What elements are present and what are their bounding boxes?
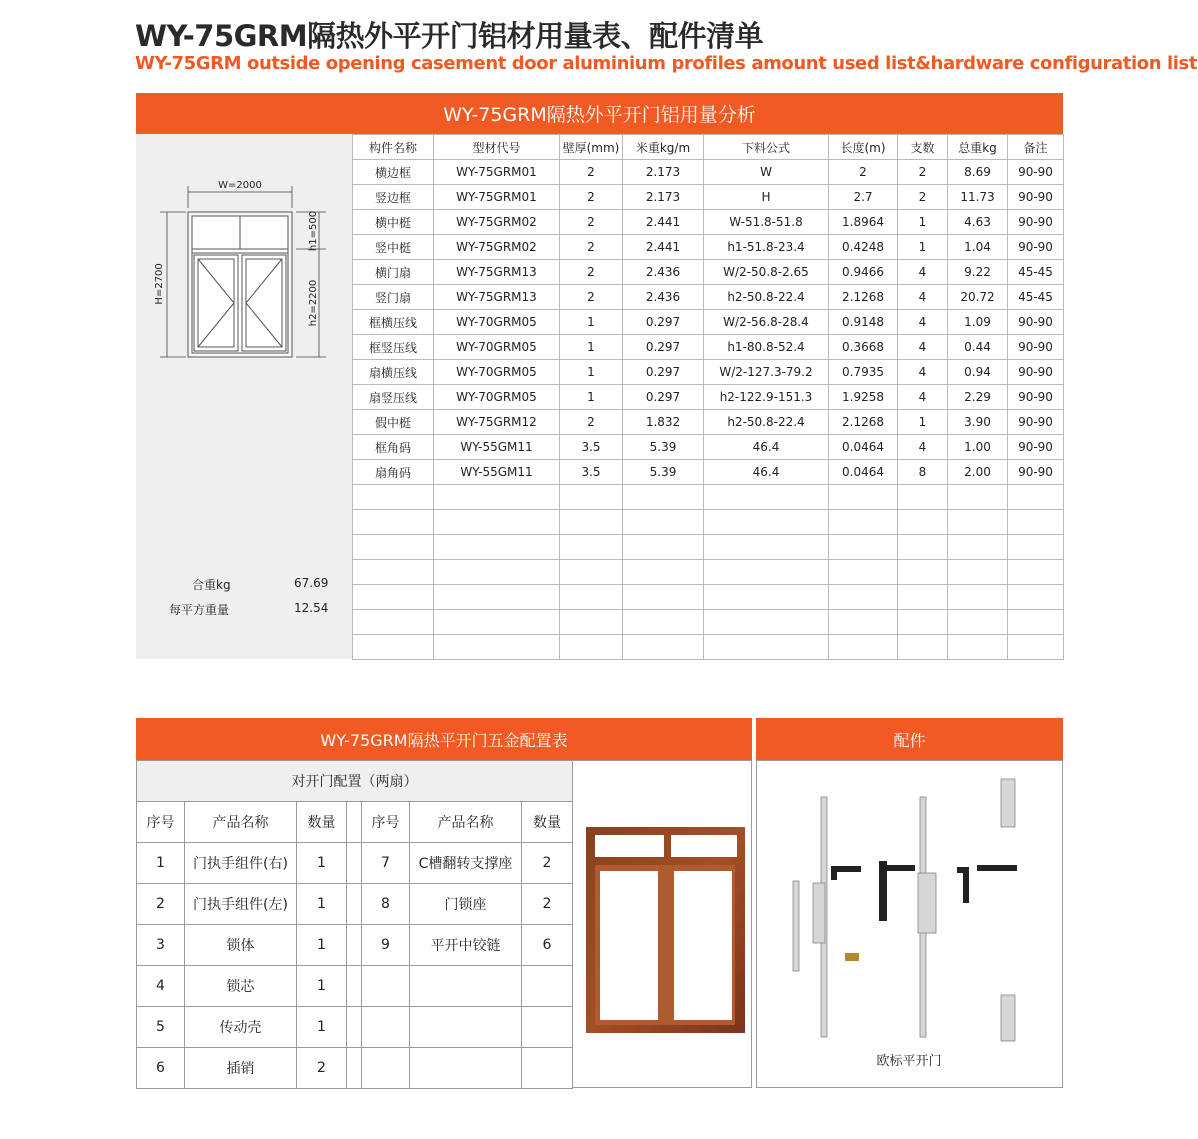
table-cell: 90-90 — [1008, 385, 1064, 410]
table-cell: 0.0464 — [829, 460, 898, 485]
table-cell — [353, 610, 434, 635]
accessories-title: 配件 — [893, 730, 926, 750]
hardware-column-header: 数量 — [522, 802, 573, 843]
table-cell — [704, 560, 829, 585]
table-row — [353, 360, 1064, 385]
hardware-cell — [522, 1048, 573, 1089]
table-cell: 90-90 — [1008, 185, 1064, 210]
table-cell: 竖边框 — [353, 185, 434, 210]
table-cell — [434, 535, 560, 560]
table-cell: h1-80.8-52.4 — [704, 335, 829, 360]
table-cell: h2-122.9-151.3 — [704, 385, 829, 410]
table-cell: WY-70GRM05 — [434, 360, 560, 385]
table-cell — [829, 560, 898, 585]
hardware-cell: 门锁座 — [410, 884, 522, 925]
table-row — [353, 510, 1064, 535]
table-cell: 90-90 — [1008, 235, 1064, 260]
table-cell — [434, 585, 560, 610]
column-header: 壁厚(mm) — [560, 135, 623, 160]
dim-height-label: H=2700 — [154, 263, 165, 305]
table-cell: 4 — [898, 335, 948, 360]
table-cell: 46.4 — [704, 460, 829, 485]
table-cell — [898, 485, 948, 510]
table-cell — [829, 610, 898, 635]
table-cell: H — [704, 185, 829, 210]
table-cell: 1 — [560, 310, 623, 335]
table-cell: 2.29 — [948, 385, 1008, 410]
table-cell: 45-45 — [1008, 260, 1064, 285]
hardware-cell: 门执手组件(左) — [185, 884, 297, 925]
table-cell — [948, 535, 1008, 560]
hardware-row — [137, 1048, 573, 1089]
table-row — [353, 435, 1064, 460]
table-cell: 2.00 — [948, 460, 1008, 485]
table-cell: 2.173 — [623, 160, 704, 185]
hardware-cell: 3 — [137, 925, 185, 966]
table-cell: 0.7935 — [829, 360, 898, 385]
table-cell — [898, 610, 948, 635]
table-cell: 0.9148 — [829, 310, 898, 335]
table-cell: 1.832 — [623, 410, 704, 435]
hardware-config-table — [136, 760, 573, 1089]
table-row — [353, 310, 1064, 335]
table-cell: 90-90 — [1008, 435, 1064, 460]
table-cell: W — [704, 160, 829, 185]
table-row — [353, 610, 1064, 635]
table-cell: 1.09 — [948, 310, 1008, 335]
table-cell: 3.5 — [560, 435, 623, 460]
hardware-cell — [522, 966, 573, 1007]
table-cell: 2 — [829, 160, 898, 185]
total-weight-value: 67.69 — [294, 576, 329, 590]
table-cell: 20.72 — [948, 285, 1008, 310]
table-cell — [1008, 535, 1064, 560]
table-cell: 3.5 — [560, 460, 623, 485]
table-row — [353, 560, 1064, 585]
table-cell: 2.441 — [623, 235, 704, 260]
table-cell: 扇角码 — [353, 460, 434, 485]
hardware-column-header: 数量 — [297, 802, 347, 843]
table-cell — [560, 510, 623, 535]
table-cell — [1008, 610, 1064, 635]
hardware-cell: 6 — [137, 1048, 185, 1089]
table-cell: 1.04 — [948, 235, 1008, 260]
table-cell: 2.436 — [623, 260, 704, 285]
door-product-image — [572, 760, 752, 1088]
dim-h2-label: h2=2200 — [308, 279, 319, 327]
table-cell — [353, 510, 434, 535]
table-cell — [623, 510, 704, 535]
table-cell — [1008, 585, 1064, 610]
door-diagram-panel — [136, 134, 352, 659]
table-cell — [829, 585, 898, 610]
table-cell — [704, 535, 829, 560]
table-cell: 4 — [898, 360, 948, 385]
spacer-cell — [347, 802, 362, 843]
table-cell — [898, 535, 948, 560]
analysis-title: WY-75GRM隔热外平开门铝用量分析 — [443, 104, 756, 126]
table-cell: 2 — [898, 185, 948, 210]
door-lock-hardware-icon — [757, 761, 1062, 1069]
hardware-title: WY-75GRM隔热平开门五金配置表 — [320, 730, 568, 750]
table-cell: 2 — [898, 160, 948, 185]
spacer-cell — [347, 925, 362, 966]
table-cell — [434, 610, 560, 635]
table-cell: 4 — [898, 310, 948, 335]
table-cell: WY-70GRM05 — [434, 385, 560, 410]
table-cell: 3.90 — [948, 410, 1008, 435]
column-header: 构件名称 — [353, 135, 434, 160]
hardware-row — [137, 966, 573, 1007]
profile-usage-table — [352, 134, 1064, 660]
column-header: 总重kg — [948, 135, 1008, 160]
table-cell: 0.3668 — [829, 335, 898, 360]
table-cell: 框横压线 — [353, 310, 434, 335]
table-cell — [948, 560, 1008, 585]
table-row — [353, 285, 1064, 310]
table-cell: 0.4248 — [829, 235, 898, 260]
table-cell: WY-55GM11 — [434, 460, 560, 485]
hardware-cell: 1 — [297, 925, 347, 966]
hardware-cell: 平开中铰链 — [410, 925, 522, 966]
table-cell: 假中梃 — [353, 410, 434, 435]
table-cell — [704, 510, 829, 535]
spacer-cell — [347, 966, 362, 1007]
hardware-cell: 6 — [522, 925, 573, 966]
table-cell: 0.9466 — [829, 260, 898, 285]
table-cell — [623, 560, 704, 585]
table-cell: h2-50.8-22.4 — [704, 285, 829, 310]
table-cell: 0.297 — [623, 385, 704, 410]
table-cell — [1008, 560, 1064, 585]
table-cell — [434, 635, 560, 660]
table-row — [353, 235, 1064, 260]
table-cell: 4 — [898, 435, 948, 460]
table-cell: 0.297 — [623, 310, 704, 335]
table-cell: 2 — [560, 185, 623, 210]
door-frame-diagram — [136, 174, 352, 414]
table-cell: 9.22 — [948, 260, 1008, 285]
table-row — [353, 185, 1064, 210]
table-cell: 1 — [560, 385, 623, 410]
analysis-banner — [136, 93, 1063, 134]
table-cell — [353, 635, 434, 660]
spacer-cell — [347, 1007, 362, 1048]
config-title: 对开门配置（两扇） — [137, 761, 573, 802]
hardware-cell — [410, 1048, 522, 1089]
table-cell: 45-45 — [1008, 285, 1064, 310]
table-cell — [898, 585, 948, 610]
table-row — [353, 260, 1064, 285]
table-cell: WY-75GRM13 — [434, 260, 560, 285]
table-cell: 8 — [898, 460, 948, 485]
hardware-cell — [410, 966, 522, 1007]
hardware-cell: 1 — [297, 884, 347, 925]
table-cell — [353, 585, 434, 610]
table-cell: 0.0464 — [829, 435, 898, 460]
table-row — [353, 160, 1064, 185]
column-header: 型材代号 — [434, 135, 560, 160]
table-cell: 2 — [560, 160, 623, 185]
page-subtitle: WY-75GRM outside opening casement door aluminium profiles amount used list&hardware configuration list — [135, 53, 1198, 74]
hardware-cell: 2 — [522, 843, 573, 884]
table-cell: 2.1268 — [829, 285, 898, 310]
table-cell: 2.7 — [829, 185, 898, 210]
table-cell — [948, 610, 1008, 635]
table-cell: WY-70GRM05 — [434, 335, 560, 360]
hardware-cell: 2 — [297, 1048, 347, 1089]
table-cell: 0.94 — [948, 360, 1008, 385]
page-title: WY-75GRM隔热外平开门铝材用量表、配件清单 — [135, 19, 764, 53]
dim-width-label: W=2000 — [218, 180, 262, 191]
column-header: 支数 — [898, 135, 948, 160]
spacer-cell — [347, 1048, 362, 1089]
table-row — [353, 410, 1064, 435]
hardware-cell — [362, 1048, 410, 1089]
table-row — [353, 585, 1064, 610]
table-cell: 横中梃 — [353, 210, 434, 235]
table-cell: 1 — [898, 210, 948, 235]
table-cell — [353, 535, 434, 560]
per-sqm-value: 12.54 — [294, 601, 329, 615]
column-header: 米重kg/m — [623, 135, 704, 160]
table-cell: 2 — [560, 210, 623, 235]
hardware-row — [137, 843, 573, 884]
table-cell — [434, 485, 560, 510]
table-cell — [434, 560, 560, 585]
table-cell — [560, 585, 623, 610]
table-cell: 1.9258 — [829, 385, 898, 410]
column-header: 长度(m) — [829, 135, 898, 160]
total-weight-label: 合重kg — [192, 578, 231, 592]
table-cell — [829, 510, 898, 535]
table-cell: WY-55GM11 — [434, 435, 560, 460]
table-cell: 5.39 — [623, 435, 704, 460]
hardware-banner — [136, 718, 752, 760]
hardware-cell: C槽翻转支撑座 — [410, 843, 522, 884]
table-cell — [434, 510, 560, 535]
table-cell: h1-51.8-23.4 — [704, 235, 829, 260]
hardware-header-row — [137, 802, 573, 843]
hardware-cell: 1 — [297, 843, 347, 884]
table-cell: 1 — [560, 360, 623, 385]
table-row — [353, 460, 1064, 485]
table-cell — [560, 535, 623, 560]
hardware-cell: 1 — [297, 1007, 347, 1048]
accessories-image — [756, 760, 1063, 1088]
hardware-cell: 锁芯 — [185, 966, 297, 1007]
hardware-cell — [522, 1007, 573, 1048]
table-cell: 扇竖压线 — [353, 385, 434, 410]
table-cell — [704, 635, 829, 660]
table-cell — [1008, 510, 1064, 535]
table-cell: 4 — [898, 260, 948, 285]
table-cell — [1008, 635, 1064, 660]
table-cell: WY-75GRM01 — [434, 185, 560, 210]
hardware-row — [137, 884, 573, 925]
table-cell — [704, 610, 829, 635]
table-cell: 1.8964 — [829, 210, 898, 235]
table-cell: 竖门扇 — [353, 285, 434, 310]
column-header: 备注 — [1008, 135, 1064, 160]
table-cell: WY-75GRM13 — [434, 285, 560, 310]
table-cell: 2.436 — [623, 285, 704, 310]
table-cell: 扇横压线 — [353, 360, 434, 385]
hardware-cell: 8 — [362, 884, 410, 925]
accessories-banner — [756, 718, 1063, 760]
table-cell: 2.173 — [623, 185, 704, 210]
table-cell: 90-90 — [1008, 210, 1064, 235]
table-cell: 竖中梃 — [353, 235, 434, 260]
hardware-cell: 门执手组件(右) — [185, 843, 297, 884]
table-cell: WY-75GRM02 — [434, 210, 560, 235]
hardware-row — [137, 1007, 573, 1048]
table-cell: WY-75GRM12 — [434, 410, 560, 435]
wood-grain-door-icon — [573, 761, 751, 1087]
table-cell: 90-90 — [1008, 160, 1064, 185]
table-cell: 90-90 — [1008, 310, 1064, 335]
table-cell: 横门扇 — [353, 260, 434, 285]
table-cell: 框角码 — [353, 435, 434, 460]
per-sqm-label: 每平方重量 — [169, 603, 230, 617]
table-cell — [623, 610, 704, 635]
table-row — [353, 385, 1064, 410]
hardware-cell: 插销 — [185, 1048, 297, 1089]
table-cell — [623, 535, 704, 560]
table-cell — [560, 635, 623, 660]
table-cell — [704, 585, 829, 610]
table-cell — [898, 635, 948, 660]
table-cell — [353, 485, 434, 510]
table-cell — [623, 635, 704, 660]
table-cell: WY-75GRM01 — [434, 160, 560, 185]
table-cell: 2 — [560, 260, 623, 285]
table-cell: W/2-56.8-28.4 — [704, 310, 829, 335]
spacer-cell — [347, 884, 362, 925]
table-cell — [560, 610, 623, 635]
table-row — [353, 635, 1064, 660]
table-cell: 90-90 — [1008, 360, 1064, 385]
table-cell: 框竖压线 — [353, 335, 434, 360]
table-cell: 0.297 — [623, 360, 704, 385]
hardware-cell: 1 — [137, 843, 185, 884]
table-cell — [829, 635, 898, 660]
table-cell: 1 — [898, 235, 948, 260]
hardware-cell: 2 — [522, 884, 573, 925]
table-cell — [704, 485, 829, 510]
hardware-cell: 5 — [137, 1007, 185, 1048]
table-cell: 1 — [898, 410, 948, 435]
table-cell: 2 — [560, 235, 623, 260]
table-cell: 11.73 — [948, 185, 1008, 210]
table-cell: 90-90 — [1008, 335, 1064, 360]
table-cell — [829, 535, 898, 560]
table-cell — [948, 635, 1008, 660]
table-cell — [829, 485, 898, 510]
accessories-caption: 欧标平开门 — [876, 1054, 942, 1069]
table-cell: 46.4 — [704, 435, 829, 460]
dim-h1-label: h1=500 — [308, 210, 319, 252]
table-cell: 1 — [560, 335, 623, 360]
table-cell: 0.297 — [623, 335, 704, 360]
table-cell: WY-75GRM02 — [434, 235, 560, 260]
table-cell — [898, 560, 948, 585]
hardware-cell: 1 — [297, 966, 347, 1007]
hardware-cell — [362, 1007, 410, 1048]
table-cell: 8.69 — [948, 160, 1008, 185]
table-cell: W-51.8-51.8 — [704, 210, 829, 235]
table-cell — [353, 560, 434, 585]
table-cell — [948, 485, 1008, 510]
hardware-column-header: 序号 — [137, 802, 185, 843]
table-row — [353, 210, 1064, 235]
table-cell: 1.00 — [948, 435, 1008, 460]
hardware-cell: 传动壳 — [185, 1007, 297, 1048]
table-cell: W/2-127.3-79.2 — [704, 360, 829, 385]
hardware-column-header: 序号 — [362, 802, 410, 843]
table-cell — [560, 485, 623, 510]
table-cell — [623, 585, 704, 610]
table-cell: 4 — [898, 385, 948, 410]
hardware-cell: 2 — [137, 884, 185, 925]
table-cell: WY-70GRM05 — [434, 310, 560, 335]
table-cell: W/2-50.8-2.65 — [704, 260, 829, 285]
column-header: 下料公式 — [704, 135, 829, 160]
hardware-cell — [410, 1007, 522, 1048]
hardware-column-header: 产品名称 — [410, 802, 522, 843]
table-cell — [623, 485, 704, 510]
table-cell: 2 — [560, 410, 623, 435]
table-cell: 90-90 — [1008, 460, 1064, 485]
table-cell: 2.1268 — [829, 410, 898, 435]
hardware-cell — [362, 966, 410, 1007]
table-cell: h2-50.8-22.4 — [704, 410, 829, 435]
table-cell: 90-90 — [1008, 410, 1064, 435]
table-cell — [560, 560, 623, 585]
hardware-cell: 4 — [137, 966, 185, 1007]
hardware-cell: 锁体 — [185, 925, 297, 966]
table-cell — [1008, 485, 1064, 510]
table-cell — [948, 510, 1008, 535]
table-row — [353, 535, 1064, 560]
hardware-cell: 9 — [362, 925, 410, 966]
table-cell — [898, 510, 948, 535]
table-cell: 0.44 — [948, 335, 1008, 360]
hardware-row — [137, 925, 573, 966]
table-row — [353, 485, 1064, 510]
table-cell: 2 — [560, 285, 623, 310]
hardware-column-header: 产品名称 — [185, 802, 297, 843]
spacer-cell — [347, 843, 362, 884]
table-cell: 2.441 — [623, 210, 704, 235]
table-cell: 4 — [898, 285, 948, 310]
hardware-cell: 7 — [362, 843, 410, 884]
table-row — [353, 335, 1064, 360]
table-cell: 5.39 — [623, 460, 704, 485]
table-cell: 横边框 — [353, 160, 434, 185]
table-cell: 4.63 — [948, 210, 1008, 235]
table-cell — [948, 585, 1008, 610]
